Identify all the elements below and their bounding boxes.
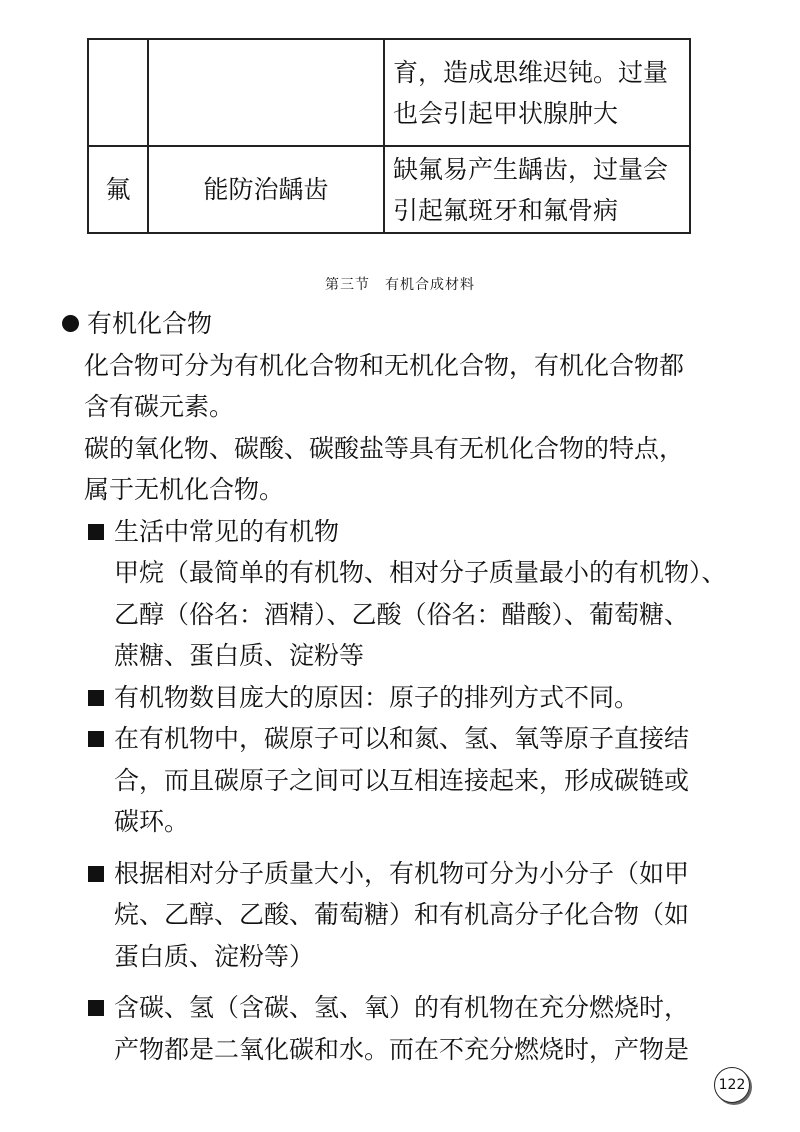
paragraph-line: 属于无机化合物。 — [84, 475, 285, 504]
paragraph — [84, 345, 750, 428]
bullet-item — [88, 511, 750, 677]
square-bullet-icon — [88, 866, 104, 882]
table-row — [88, 39, 690, 146]
paragraph — [84, 428, 750, 511]
table-row — [88, 146, 690, 233]
square-bullet-icon — [88, 1000, 104, 1016]
bullet-line: 蛋白质、淀粉等） — [114, 941, 315, 971]
bullet-line: 在有机物中，碳原子可以和氮、氢、氧等原子直接结 — [114, 724, 690, 753]
heading-text: 有机化合物 — [87, 309, 213, 338]
element-cell: 氟 — [88, 146, 148, 233]
bullet-item — [88, 677, 750, 719]
square-bullet-icon — [88, 731, 104, 747]
bullet-item — [88, 718, 750, 843]
element-cell — [88, 39, 148, 146]
effect-cell — [384, 146, 690, 233]
bullet-line: 蔗糖、蛋白质、淀粉等 — [114, 641, 365, 670]
effect-line: 也会引起甲状腺肿大 — [393, 98, 619, 128]
bullet-text — [114, 853, 750, 978]
effect-cell — [384, 39, 690, 146]
bullet-line: 合，而且碳原子之间可以互相连接起来，形成碳链或 — [114, 765, 690, 795]
bullet-line: 烷、乙醇、乙酸、葡萄糖）和有机高分子化合物（如 — [114, 900, 690, 929]
bullet-line: 产物都是二氧化碳和水。而在不充分燃烧时，产物是 — [114, 1034, 690, 1064]
bullet-line: 根据相对分子质量大小，有机物可分为小分子（如甲 — [114, 858, 690, 888]
section-title: 第三节 有机合成材料 — [325, 277, 475, 293]
effect-line: 缺氟易产生龋齿，过量会 — [393, 154, 669, 184]
bullet-line: 含碳、氢（含碳、氢、氧）的有机物在充分燃烧时， — [114, 993, 690, 1022]
effect-line: 育，造成思维迟钝。过量 — [393, 57, 669, 87]
square-bullet-icon — [88, 524, 104, 540]
paragraph-line: 含有碳元素。 — [84, 392, 235, 421]
bullet-text — [114, 511, 750, 677]
bullet-line: 乙醇（俗名：酒精）、乙酸（俗名：醋酸）、葡萄糖、 — [114, 599, 690, 629]
square-bullet-icon — [88, 690, 104, 706]
function-cell: 能防治龋齿 — [148, 146, 384, 233]
nutrient-table — [87, 38, 691, 234]
bullet-text — [114, 677, 750, 719]
bullet-text — [114, 718, 750, 843]
bullet-item — [88, 987, 750, 1070]
bullet-line: 碳环。 — [114, 807, 190, 836]
function-cell — [148, 39, 384, 146]
bullet-item — [88, 853, 750, 978]
bullet-line: 生活中常见的有机物 — [114, 516, 340, 546]
paragraph-line: 碳的氧化物、碳酸、碳酸盐等具有无机化合物的特点， — [84, 433, 685, 463]
bullet-line: 甲烷（最简单的有机物、相对分子质量最小的有机物）、 — [114, 558, 727, 587]
paragraph-line: 化合物可分为有机化合物和无机化合物，有机化合物都 — [84, 350, 685, 380]
page-number: 122 — [714, 1067, 750, 1103]
bullet-line: 有机物数目庞大的原因：原子的排列方式不同。 — [114, 682, 640, 712]
effect-line: 引起氟斑牙和氟骨病 — [393, 195, 619, 225]
section-heading — [60, 303, 750, 345]
main-content — [60, 303, 750, 1070]
bullet-dot-icon — [62, 315, 79, 332]
bullet-text — [114, 987, 750, 1070]
